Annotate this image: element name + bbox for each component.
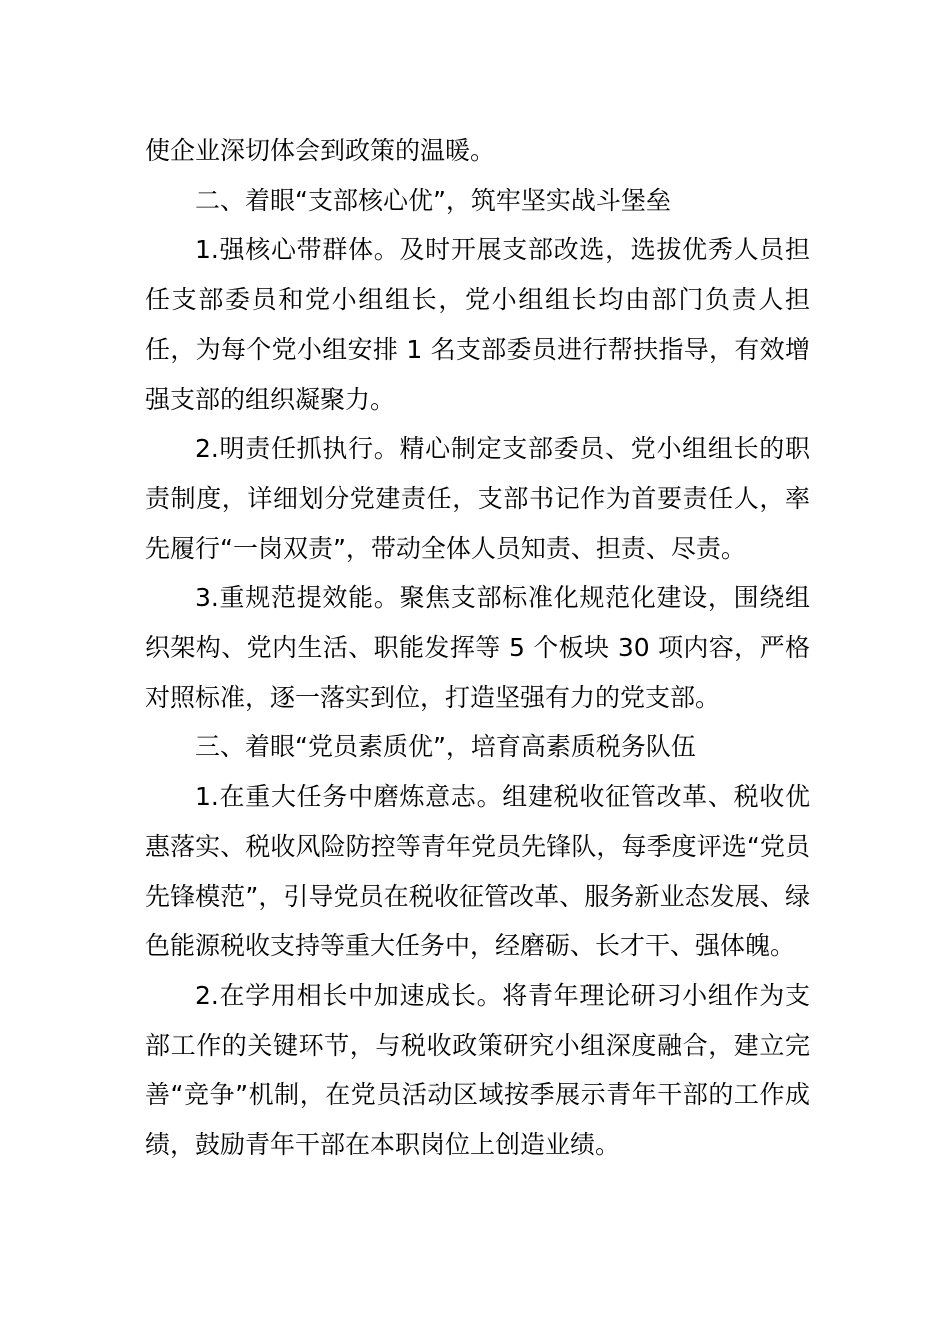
paragraph-learning-growth: 2.在学用相长中加速成长。将青年理论研习小组作为支部工作的关键环节，与税收政策研究小组深度融合，建立完善“竞争”机制，在党员活动区域按季展示青年干部的工作成绩，鼓励青年干部在本职岗位上创造业绩。: [145, 980, 810, 1160]
paragraph-continuation: 使企业深切体会到政策的温暖。: [145, 136, 496, 165]
paragraph-responsibility: 2.明责任抓执行。精心制定支部委员、党小组组长的职责制度，详细划分党建责任，支部书记作为首要责任人，率先履行“一岗双责”，带动全体人员知责、担责、尽责。: [145, 434, 810, 563]
paragraph-standardization: 3.重规范提效能。聚焦支部标准化规范化建设，围绕组织架构、党内生活、职能发挥等 5 个板块 30 项内容，严格对照标准，逐一落实到位，打造坚强有力的党支部。: [145, 583, 810, 712]
paragraph-major-tasks: 1.在重大任务中磨炼意志。组建税收征管改革、税收优惠落实、税收风险防控等青年党员先锋队，每季度评选“党员先锋模范”，引导党员在税收征管改革、服务新业态发展、绿色能源税收支持等重大任务中，经磨砺、长才干、强体魄。: [145, 782, 810, 961]
paragraph-core-leadership: 1.强核心带群体。及时开展支部改选，选拔优秀人员担任支部委员和党小组组长，党小组组长均由部门负责人担任，为每个党小组安排 1 名支部委员进行帮扶指导，有效增强支部的组织凝聚力。: [145, 235, 810, 414]
section-heading-three: 三、着眼“党员素质优”，培育高素质税务队伍: [195, 732, 696, 762]
section-heading-two: 二、着眼“支部核心优”，筑牢坚实战斗堡垒: [195, 185, 671, 215]
document-body: [145, 126, 810, 1170]
